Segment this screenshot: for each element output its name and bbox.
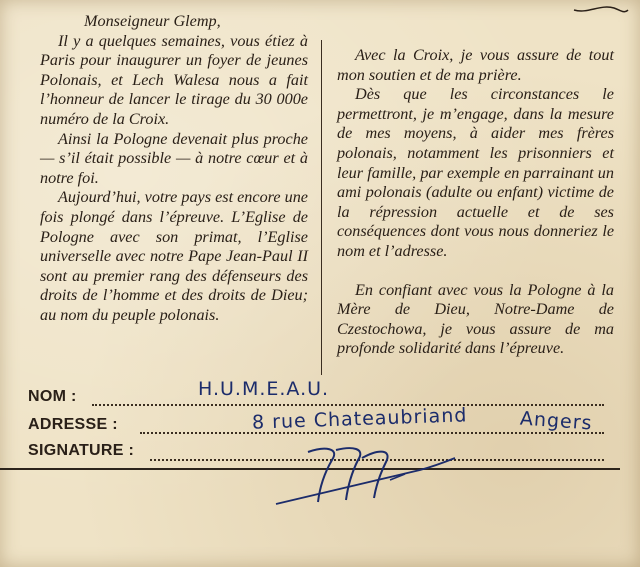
paragraph-1: Il y a quelques semaines, vous étiez à Paris pour inaugurer un foyer de jeunes Polonais, et Lech Walesa nous a fait l’honneur de lancer le tirage du 30 000e numéro de la Croix. <box>40 31 308 128</box>
letter-salutation: Monseigneur Glemp, <box>84 12 221 30</box>
nom-label: NOM : <box>28 388 77 405</box>
paragraph-6: En confiant avec vous la Pologne à la Mère de Dieu, Notre-Dame de Czestochowa, je vous assure de ma profonde solidarité dans l’épreuve. <box>337 280 614 358</box>
letter-left-column <box>40 12 308 326</box>
adresse-handwritten-street: 8 rue Chateaubriand <box>251 404 468 434</box>
adresse-label: ADRESSE : <box>28 416 118 433</box>
signature-label: SIGNATURE : <box>28 442 135 459</box>
letter-right-column <box>337 46 614 359</box>
paragraph-3: Aujourd’hui, votre pays est encore une fois plongé dans l’épreuve. L’Eglise de Pologne avec son primat, l’Eglise universelle avec notre Pape Jean-Paul II sont au premier rang des défenseurs des droits de l’homme et des droits de Dieu; au nom du peuple polonais. <box>40 188 308 324</box>
corner-scribble <box>570 0 630 22</box>
adresse-dotted-line[interactable] <box>140 432 604 434</box>
paragraph-4: Avec la Croix, je vous assure de tout mon soutien et de ma prière. <box>337 46 614 84</box>
handwritten-signature <box>270 440 470 515</box>
column-divider <box>321 40 322 375</box>
paragraph-5: Dès que les circonstances le permettront, je m’engage, dans la mesure de mes moyens, à aider mes frères polonais, notamment les prisonniers et leur famille, par exemple en parrainant un ami polonais (adulte ou enfant) victime de la répression actuelle et de ses conséquences dont vous nous donneriez le nom et l’adresse. <box>337 85 614 260</box>
paragraph-2: Ainsi la Pologne devenait plus proche — s’il était possible — à notre cœur et à notre foi. <box>40 129 308 187</box>
nom-handwritten-value: H.U.M.E.A.U. <box>198 378 330 400</box>
adresse-handwritten-city: Angers <box>519 407 594 435</box>
nom-dotted-line[interactable] <box>92 404 604 406</box>
